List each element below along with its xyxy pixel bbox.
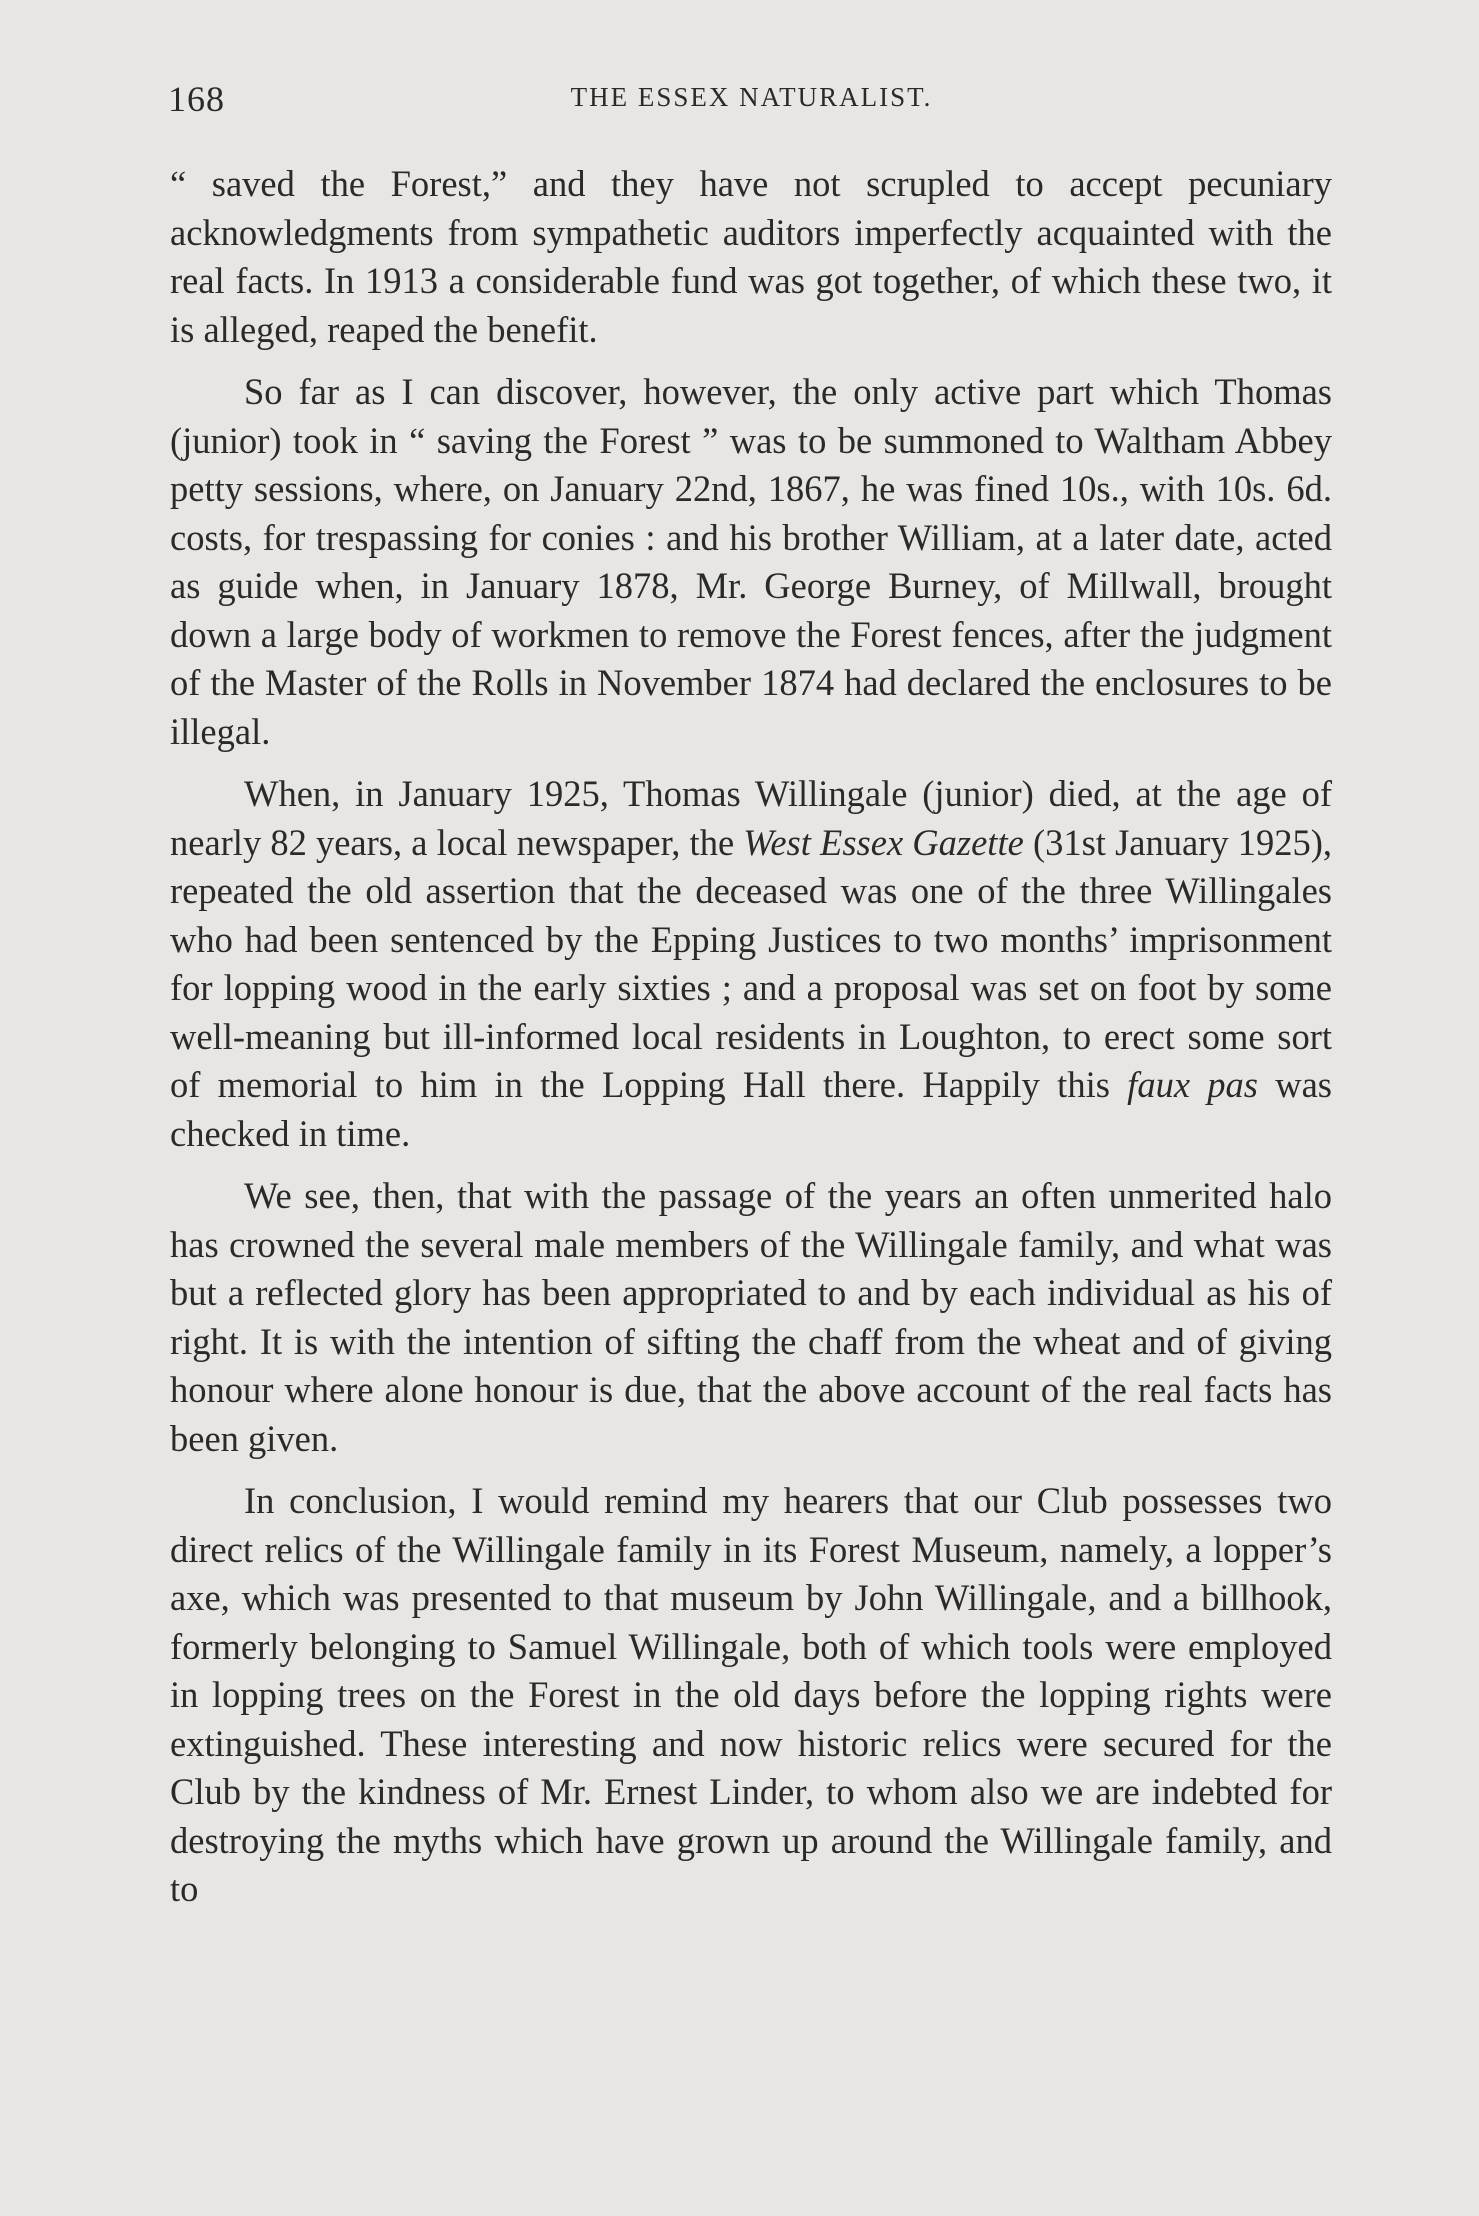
paragraph-text: was checked in time. xyxy=(170,1064,1333,1154)
page-number: 168 xyxy=(168,79,225,119)
paragraph-5 xyxy=(170,1477,1332,1914)
paragraph-text: When, in January 1925, Thomas Willingale (junior) died, at the age of nearly 82 years, a local newspaper, the xyxy=(170,773,1332,863)
paragraph-4 xyxy=(170,1172,1332,1463)
paragraph-text: (31st January 1925), repeated the old assertion that the deceased was one of the three Willingales who had been sentenced by the Epping Justices to two months’ imprisonment for lopping wood in the early sixties ; and a proposal was set on foot by some well-meaning but ill-informed local residents in Loughton, to erect some sort of memorial to him in the Lopping Hall there. Happily this xyxy=(170,821,1333,1105)
paragraph-1 xyxy=(170,160,1332,354)
foreign-phrase: faux pas xyxy=(1127,1064,1258,1105)
paragraph-2 xyxy=(170,368,1332,756)
paragraph-text: In conclusion, I would remind my hearers that our Club possesses two direct relics of the Willingale family in its Forest Museum, namely, a lopper’s axe, which was presented to that museum by John Willingale, and a billhook, formerly belonging to Samuel Willingale, both of which tools were employed in lopping trees on the Forest in the old days before the lopping rights were extinguished. These interesting and now historic relics were secured for the Club by the kindness of Mr. Ernest Linder, to whom also we are indebted for destroying the myths which have grown up around the Willingale family, and to xyxy=(170,1480,1332,1909)
paragraph-3 xyxy=(170,770,1332,1158)
paragraph-text: So far as I can discover, however, the only active part which Thomas (junior) took in “ saving the Forest ” was to be summoned to Waltham Abbey petty sessions, where, on January 22nd, 1867, he was fined 10s., with 10s. 6d. costs, for trespassing for conies : and his brother William, at a later date, acted as guide when, in January 1878, Mr. George Burney, of Millwall, brought down a large body of workmen to remove the Forest fences, after the judgment of the Master of the Rolls in November 1874 had declared the enclosures to be illegal. xyxy=(170,371,1332,752)
paragraph-text: “ saved the Forest,” and they have not scrupled to accept pecuniary acknowledgments from sympathetic auditors imperfectly acquainted with the real facts. In 1913 a considerable fund was got together, of which these two, it is alleged, reaped the benefit. xyxy=(170,163,1332,350)
body-text xyxy=(170,160,1332,1928)
newspaper-title: West Essex Gazette xyxy=(743,821,1024,863)
paragraph-text: We see, then, that with the passage of the years an often unmerited halo has crowned the several male members of the Willingale family, and what was but a reflected glory has been appropriated to and by each individual as his of right. It is with the intention of sifting the chaff from the wheat and of giving honour where alone honour is due, that the above account of the real facts has been given. xyxy=(170,1175,1332,1459)
journal-title: THE ESSEX NATURALIST. xyxy=(570,82,933,112)
running-head xyxy=(168,78,1335,128)
